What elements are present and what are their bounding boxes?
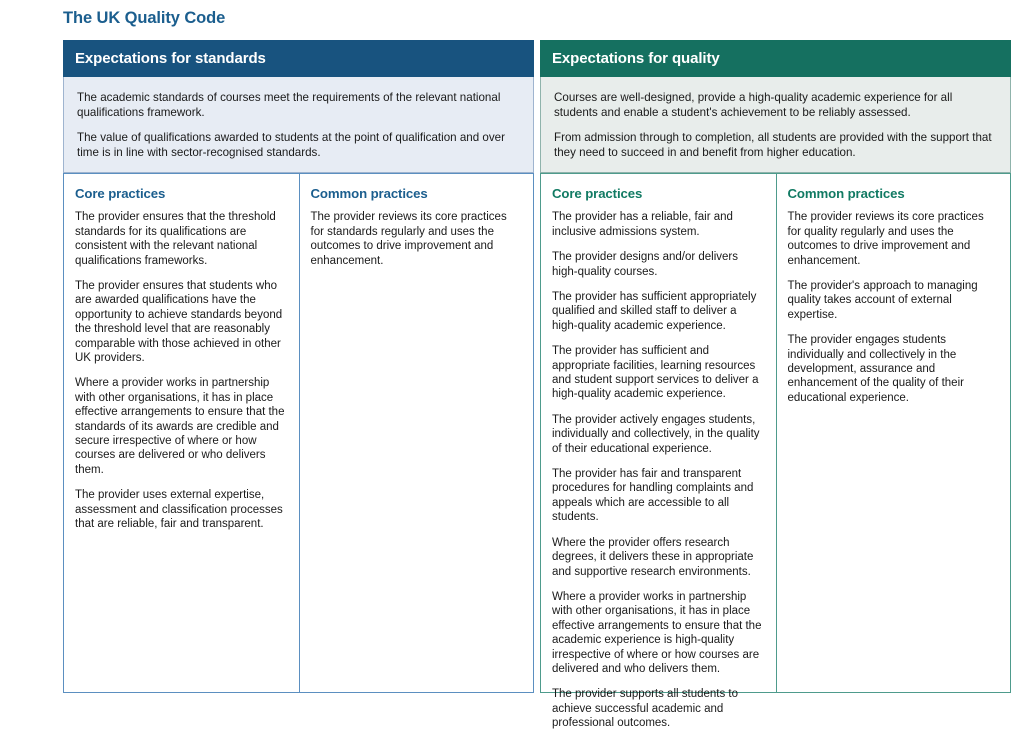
practice-item: The provider ensures that students who are awarded qualifications have the opportunity to achieve standards beyond the threshold level that are reasonably comparable with those achieved in other UK providers. xyxy=(75,280,283,365)
quality-intro xyxy=(540,77,1011,173)
practice-item: Where the provider offers research degrees, it delivers these in appropriate and supportive research environments. xyxy=(552,536,754,578)
practice-item: The provider actively engages students, individually and collectively, in the quality of their educational experience. xyxy=(552,413,760,455)
practice-item: The provider's approach to managing quality takes account of external expertise. xyxy=(787,280,978,321)
quality-common-practices-column xyxy=(776,174,1011,692)
standards-header xyxy=(63,40,534,77)
standards-core-practices-heading: Core practices xyxy=(75,186,166,202)
quality-core-practices-column xyxy=(541,174,776,730)
practice-item: The provider has sufficient and appropriate facilities, learning resources and student support services to deliver a high-quality academic experience. xyxy=(552,345,759,401)
practice-item: Where a provider works in partnership with other organisations, it has in place effective arrangements to ensure that the academic experience is high-quality irrespective of where or how courses are delivered and who delivers them. xyxy=(552,590,762,675)
practice-item: The provider has sufficient appropriately qualified and skilled staff to deliver a high-quality academic experience. xyxy=(552,291,757,332)
standards-section xyxy=(63,40,534,693)
quality-header xyxy=(540,40,1011,77)
practice-item: The provider has a reliable, fair and inclusive admissions system. xyxy=(552,211,733,238)
quality-intro-paragraph: Courses are well-designed, provide a high-quality academic experience for all students and enable a student's achievement to be reliably assessed. xyxy=(554,91,953,119)
standards-common-practices-column xyxy=(299,174,534,692)
practice-item: The provider ensures that the threshold standards for its qualifications are consistent with the relevant national qualifications frameworks. xyxy=(75,211,276,267)
standards-intro-paragraph: The academic standards of courses meet the requirements of the relevant national qualifications framework. xyxy=(77,91,501,119)
practice-item: The provider reviews its core practices for quality regularly and uses the outcomes to drive improvement and enhancement. xyxy=(787,211,984,267)
standards-intro xyxy=(63,77,534,173)
standards-header-label: Expectations for standards xyxy=(75,50,266,67)
practice-item: The provider has fair and transparent procedures for handling complaints and appeals which are accessible to all students. xyxy=(552,468,754,524)
quality-core-practices-heading: Core practices xyxy=(552,186,643,202)
practice-item: The provider engages students individually and collectively in the development, assurance and enhancement of the quality of their educational experience. xyxy=(787,334,964,404)
quality-code-table xyxy=(63,40,1011,730)
practice-item: The provider uses external expertise, assessment and classification processes that are reliable, fair and transparent. xyxy=(75,489,283,531)
standards-intro-paragraph: The value of qualifications awarded to students at the point of qualification and over time is in line with sector-recognised standards. xyxy=(77,131,505,159)
quality-practices-row xyxy=(540,173,1011,730)
standards-practices-row xyxy=(63,173,534,693)
quality-section xyxy=(540,40,1011,730)
practice-item: The provider reviews its core practices for standards regularly and uses the outcomes to drive improvement and enhancement. xyxy=(310,211,507,267)
practice-item: The provider supports all students to achieve successful academic and professional outcomes. xyxy=(552,688,739,730)
standards-core-practices-column xyxy=(64,174,299,692)
quality-header-label: Expectations for quality xyxy=(552,50,720,67)
page-title: The UK Quality Code xyxy=(63,9,226,27)
quality-common-practices-heading: Common practices xyxy=(787,186,905,202)
standards-common-practices-heading: Common practices xyxy=(310,186,428,202)
quality-intro-paragraph: From admission through to completion, all students are provided with the support that they need to succeed in and benefit from higher education. xyxy=(554,131,992,159)
practice-item: The provider designs and/or delivers high-quality courses. xyxy=(552,251,739,278)
practice-item: Where a provider works in partnership with other organisations, it has in place effective arrangements to ensure that the standards of its awards are credible and secure irrespective of where or how courses are delivered or who delivers them. xyxy=(75,377,285,476)
